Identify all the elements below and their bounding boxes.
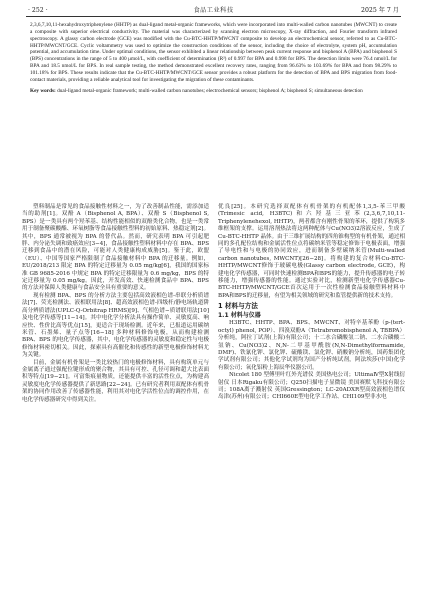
journal-title: 食品工业科技 [193,7,234,14]
intro-paragraph-2: 现有检测 BPA、BPS 的分析方法主要包括高效液相色谱-串联分析质谱法[7]、荧光检测法、液相联用法[8]、超高效液相色谱-四级杆/静电场轨道阱高分辨质谱法(UPLC-Q-Orbitrap HRMS)[9]、气相色谱−质谱联用法[10]及电化学传感等[11−14]。其中电化学分析法具有操作简单、灵敏度高、响应快、性价比高等优点[15]，更适合于现场检测。近年来，已报道运用碳纳米管、石墨烯、量子点等[16−18] 多种材料修饰电极，从而构建检测 BPA、BPS 的电化学传感器，其中，电化学传感器的灵敏度和稳定性与电极修饰材料密切相关。因此，探索具有高催化和传感性的新型电极修饰材料尤为关键。 [22,292,209,359]
left-column [22,204,209,404]
keywords-line [30,88,397,95]
keywords-label: Key words: [30,87,56,94]
abstract-body: 2,3,6,7,10,11-hexahydroxytriphenylene (HHTP) as dual-ligand metal-organic frameworks, which were incorporated into multi-walled carbon nanotubes (MWCNT) to create a composite with superior electrical conductivity. The material was characterized by scanning electron microscopy, X-ray diffraction, and Fourier transform infrared spectroscopy. A glassy carbon electrode (GCE) was modified with the Cu-BTC-HHTP/MWCNT composite to develop an electrochemical sensor, referred to as Cu-BTC-HHTP/MWCNT/GCE. Cyclic voltammetry was used to optimize the construction conditions of the sensor, including the choice of electrolyte, system pH, accumulation potential, and accumulation time. Under optimal conditions, the sensor exhibited a linear relationship between peak current response and bisphenol A (BPA) and bisphenol S (BPS) concentrations in the range of 5 to 400 μmol/L, with coefficient of determination (R²) of 0.997 for BPA and 0.998 for BPS. The detection limits were 76.4 nmol/L for BPA and 18.5 nmol/L for BPS. In real sample testing, the method demonstrated excellent recovery rates, ranging from 96.63% to 103.69% for BPA and from 98.29% to 101.18% for BPS. These results indicate that the Cu-BTC-HHTP/MWCNT/GCE sensor provides a robust platform for the detection of BPA and BPS migration from food-contact materials, providing a reliable analytical tool for investigating the migration of these contaminants. [30,22,397,83]
page-number: · 252 · [28,7,48,14]
issue-date: 2025 年 7 月 [361,7,399,14]
running-header [26,6,401,17]
materials-paragraph: H3BTC、HHTP、BPA、BPS、MWCNT、对特辛基苯酚（p-(tert-octyl) phenol, POP）、四溴双酚A（Tetrabromobisphenol A, TBBPA）分析纯，阿拉丁试剂(上海)有限公司；十二水合磷酸氢二钠、二水合磷酸二氢钠、Cu(NO3)2、N,N-二甲基甲酰胺(N,N-Dimethylformamide, DMF)、铁氰化钾、氯化钾、硫酸镁、氯化钾、硝酸钠分析纯，国药集团化学试剂有限公司；其他化学试剂均为国产分析纯试剂，阿法埃莎(中国)化学有限公司；氧化铝粉上海辰华仪器公司。 [218,320,405,371]
subsection-heading-materials-instruments: 1.1 材料与仪器 [218,312,261,320]
intro-paragraph-1: 塑料制品是常见的食品接触性材料之一，为了改善制品性能，需添加适当的助剂[1]。双酚 A（Bisphenol A, BPA）、双酚 S（Bisphenol S, BPS）是一类具有两个羟苯基、结构性能相似的双酚类化合物，也是一类常用于制备聚碳酸酯、环氧树脂等食品接触性塑料的初始原料、热稳定剂[2]。其中，BPS 通常被视为 BPA 的替代品。然而，研究表明 BPA 可引起肥胖、内分泌失调和致癌效应[3−4]，食品接触性塑料材料中存在 BPA、BPS 迁移到食品中的潜在风险，可能对人类健康构成威胁[5]。鉴于此，欧盟（EU）、中国等国家严格限制了食品接触材料中 BPA 的迁移量。例如，EU/2018/213 限定 BPA 的特定迁移量为 0.05 mg/kg[6]，我国的国家标准 GB 9685-2016 中规定 BPA 的特定迁移限量为 0.6 mg/kg，BPS 的特定迁移量为 0.05 mg/kg。因此，开发高效、快速检测食品中 BPA、BPS 的方法对保障人类健康与食品安全具有重要的意义。 [22,204,209,292]
intro-paragraph-4: 优良[25]。本研究选择双配体有机骨架的有机配体1,3,5-苯三甲酸(Trimesic acid, H3BTC)和六羟基三亚苯(2,3,6,7,10,11-Triphenylenehexol, HHTP)，两者都含有刚性骨架的苯环，提供了构筑多维框架的支撑。运用溶剂热法将这两种配体与Cu(NO3)2溶液反应，生成了Cu-BTC-HHTP 晶体。由于三维扩展结构的四角锥构型的有机骨架，通过相同的多孔配位结构和金属活性位点将碳纳米管等稳定修饰于电极表面，增强了导电性和与电极的协同效应，进而制备多壁碳纳米管(Multi-walled carbon nanotubes, MWCNT)[26−28]。将构建的复合材料Cu-BTC-HHTP/MWCNT修饰于玻碳电极(Glassy carbon electrode, GCE)，构建电化学传感器，可同时快速检测BPA和BPS的能力，提升传感器的电子转移能力，增强传感器的性能。通过实验对比，检测新型电化学传感器Cu-BTC-HHTP/MWCNT/GCE首次运用于一次性检测食品接触塑料材料中BPA和BPS的迁移量，有望为相关领域的研究和监管提供新的技术支持。 [218,204,405,299]
section-heading-materials-methods: 1 材料与方法 [218,302,258,311]
right-column [218,204,405,402]
english-abstract [30,22,397,94]
keywords-text: dual-ligand metal-organic framework; multi-walled carbon nanotubes; electrochemical sensors; bisphenol A; bisphenol S; simultaneous detection [55,87,363,94]
instruments-paragraph: Nicolet 180 型傅里叶红外光谱仪 美国热电公司；UltimaⅣ型X射线衍射仪 日本Rigaku有限公司；Q250扫描电子显微镜 美国赛默飞科技有限公司；108A离子溅射仪 英国Gressington；LC-20ADXR型高效液相色谱仪 岛津(苏州)有限公司；CHI660E型电化学工作站、CHI109型非水电 [218,372,405,401]
intro-paragraph-3: 目前，金属有机骨架是一类比较热门的电极修饰材料，具有构筑单元与金属离子通过强配位键形成的聚合物，其具有可控、孔径可调和超大比表面积等特点[19−21]。可富集痕量物质，还能提供丰富的活性位点，为构建高灵敏度电化学传感器提供了新思路[22−24]。已有研究者利用双配体有机骨架的协同作用改善了传感器性能，利用其对电化学活性位点的调控作用，在电化学传感器研究中得到关注。 [22,359,209,403]
